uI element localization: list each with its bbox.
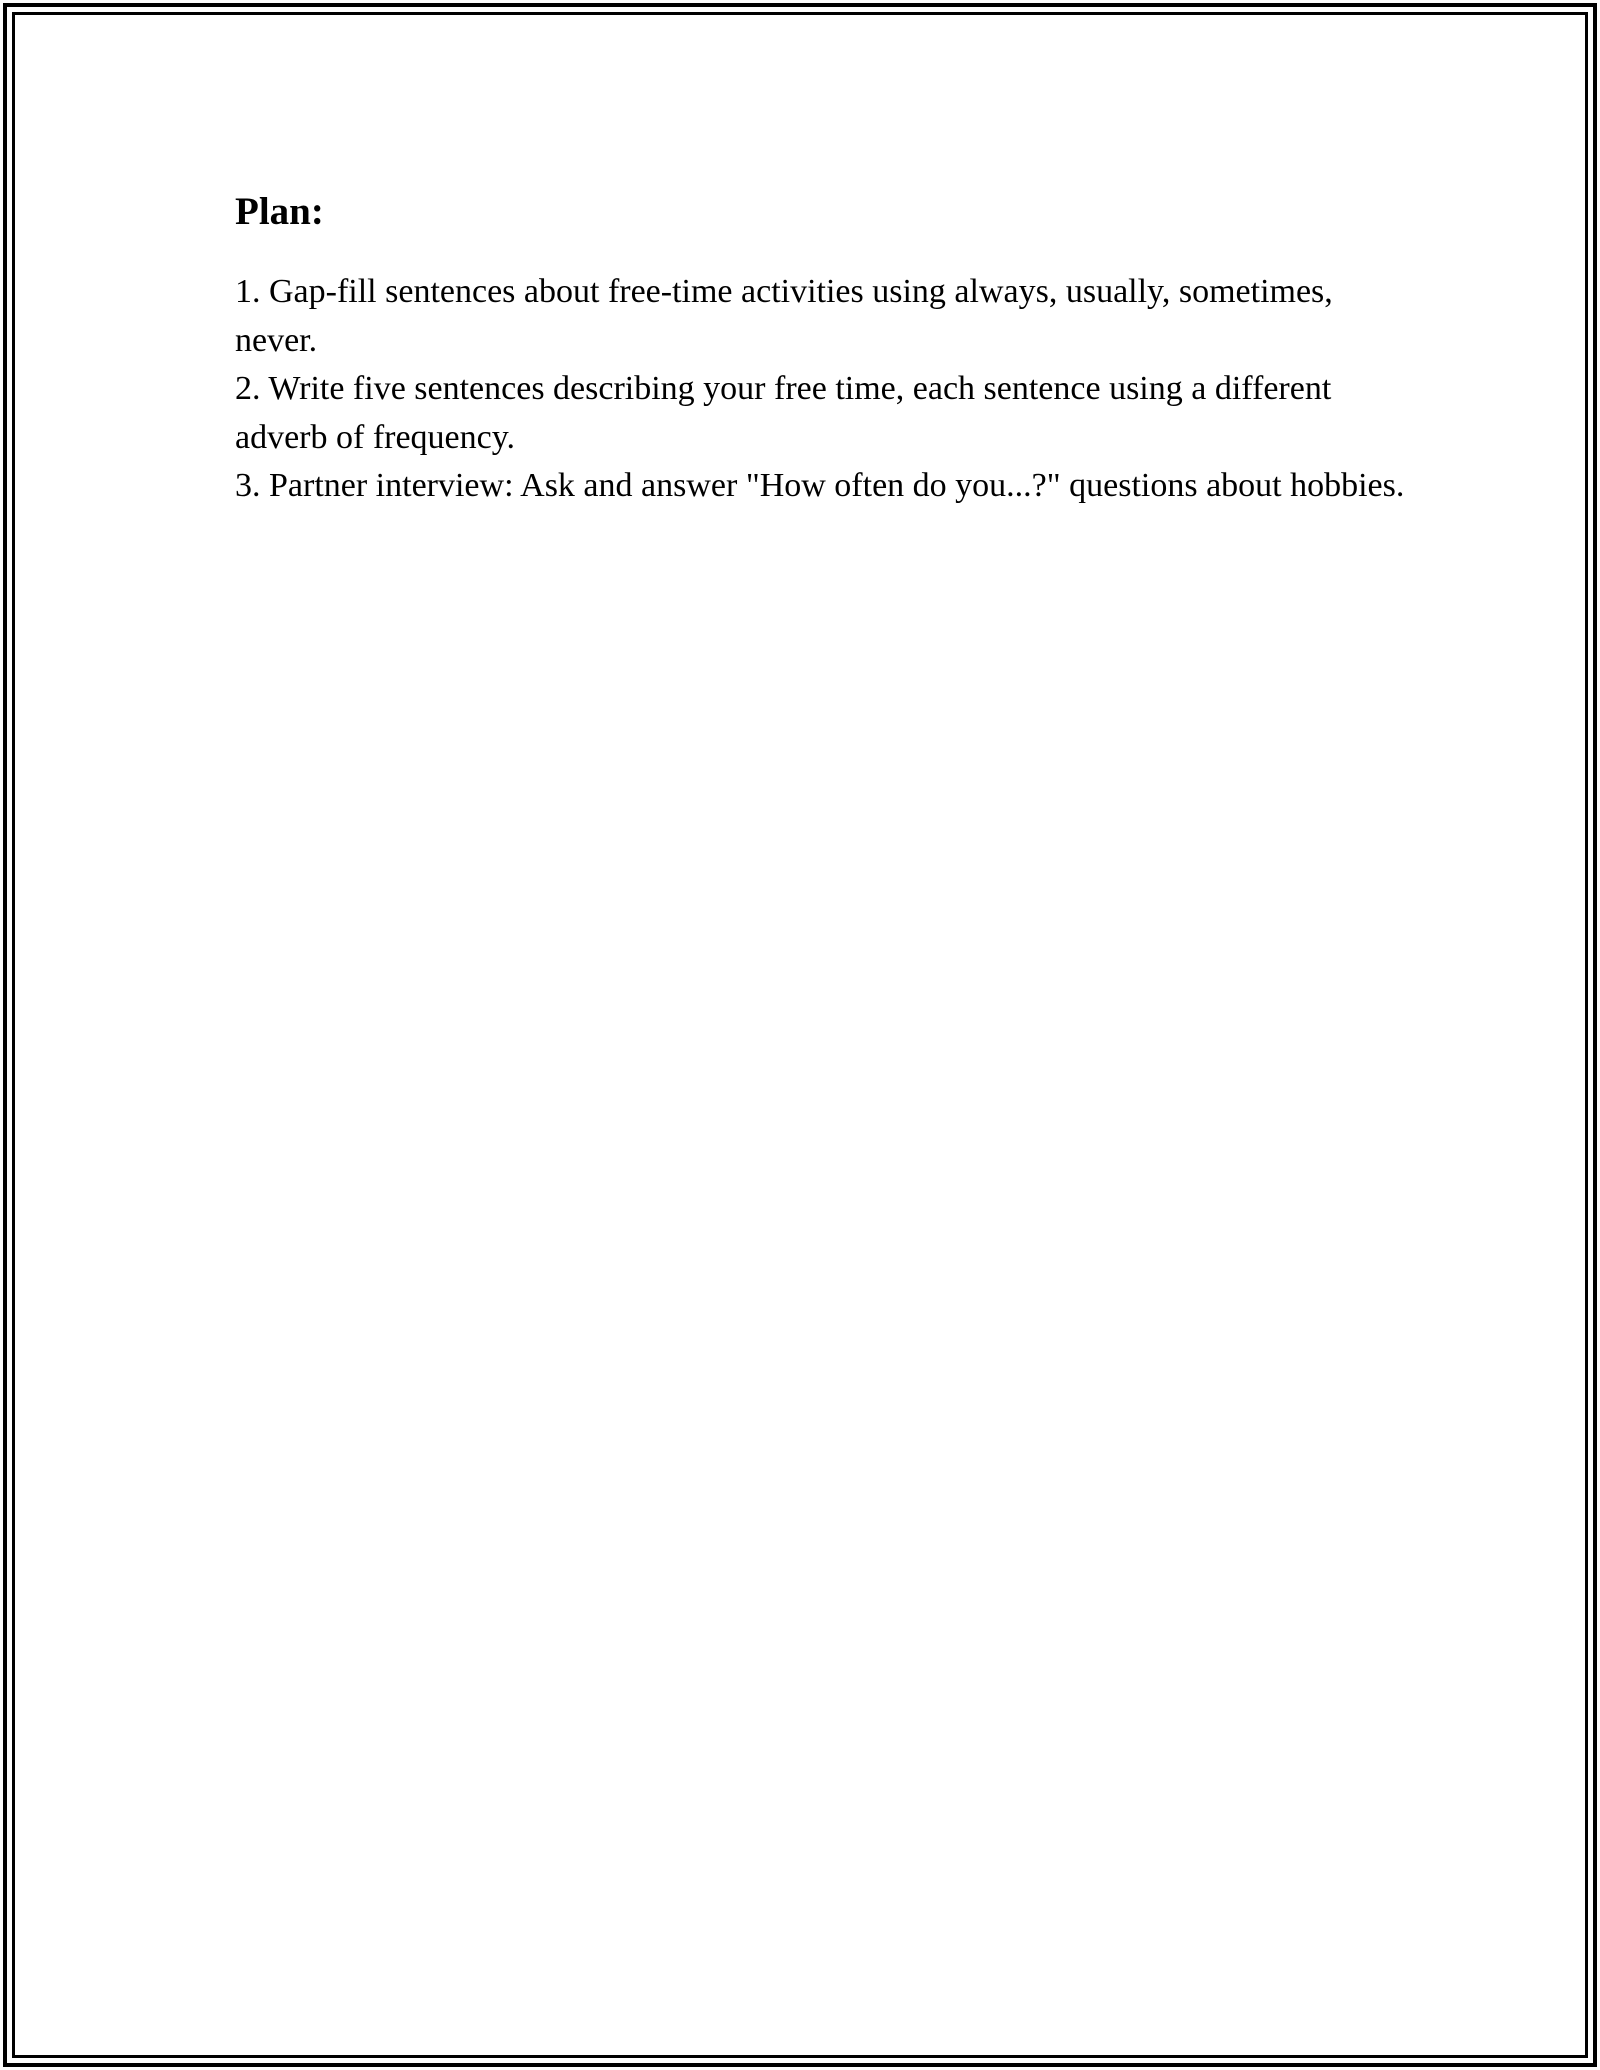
plan-item-1: 1. Gap-fill sentences about free-time activities using always, usually, sometimes, never. [235,273,1333,359]
plan-heading: Plan: [235,190,324,233]
plan-item-2: 2. Write five sentences describing your free time, each sentence using a different adverb of frequency. [235,370,1332,456]
document-body [235,186,1415,511]
plan-item-3: 3. Partner interview: Ask and answer "How often do you...?" questions about hobbies. [235,467,1405,504]
plan-list [235,268,1415,511]
